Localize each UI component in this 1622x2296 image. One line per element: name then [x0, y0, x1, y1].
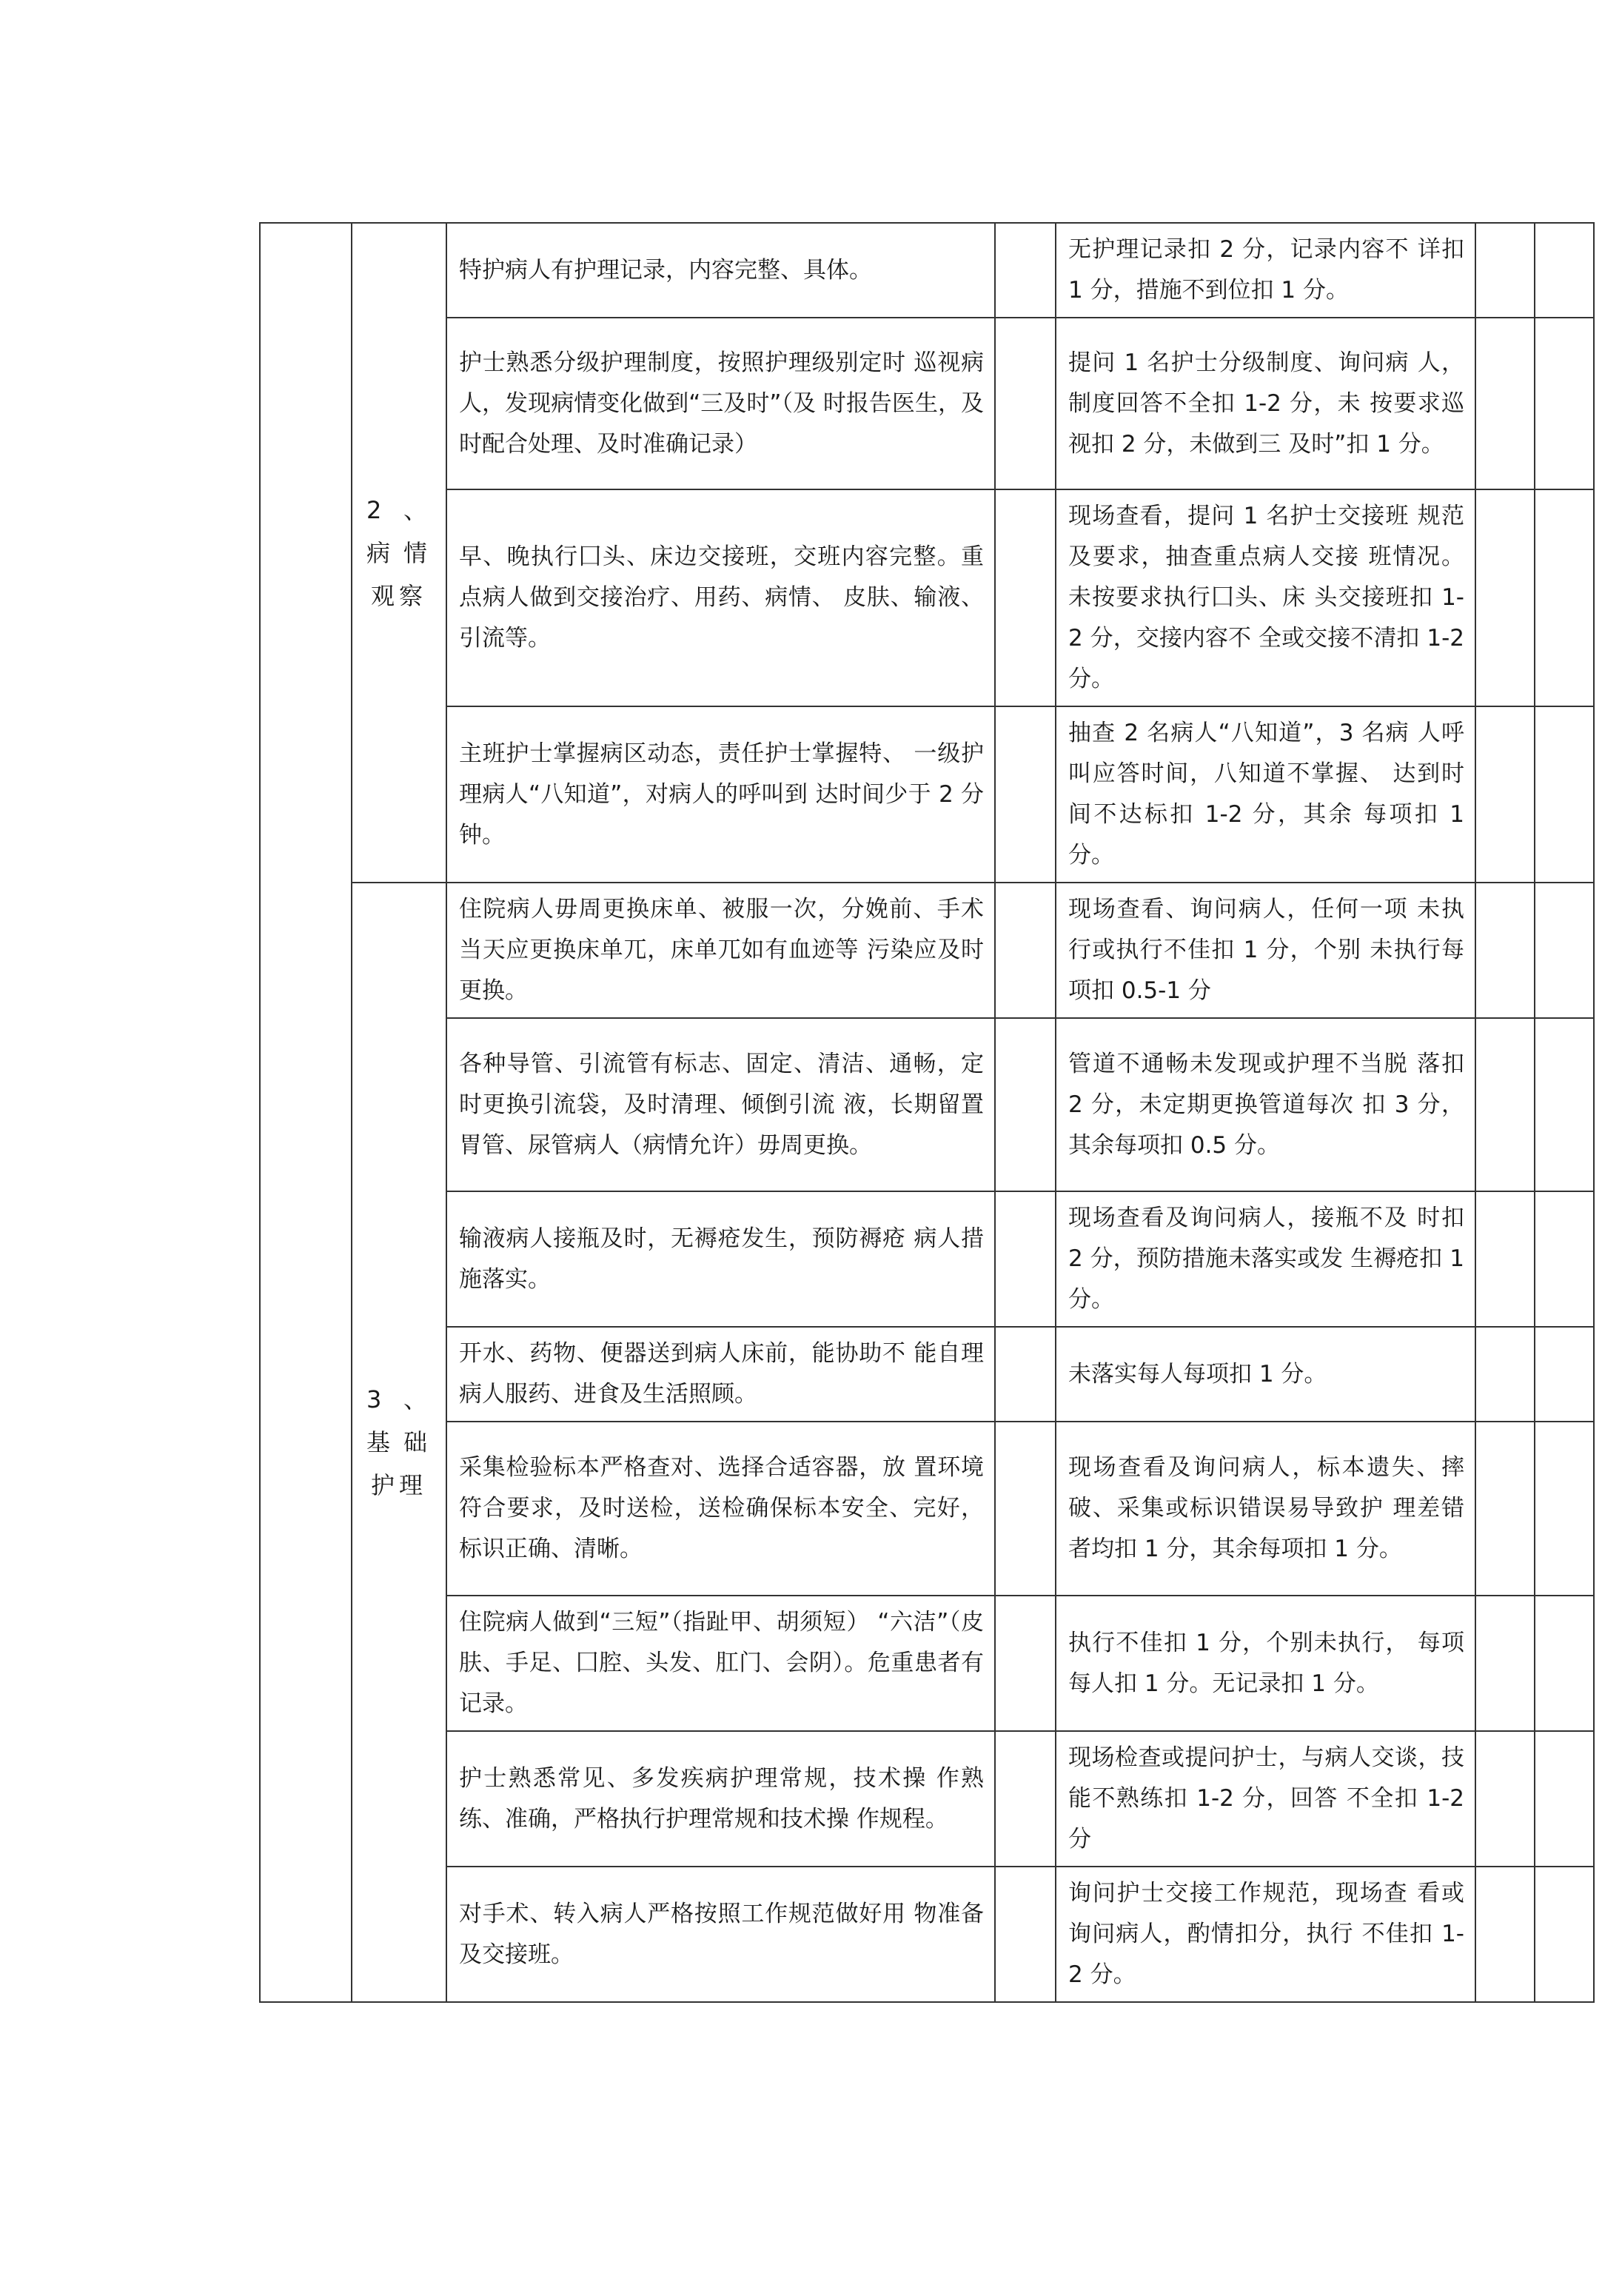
result-cell: [1535, 1191, 1594, 1327]
table-row: [260, 1596, 1594, 1731]
table-row: [260, 1191, 1594, 1327]
criteria-cell: 询问护士交接工作规范，现场查 看或询问病人，酌情扣分，执行 不佳扣 1-2 分。: [1056, 1867, 1475, 2002]
result-cell: [1535, 1867, 1594, 2002]
table-row: [260, 1327, 1594, 1422]
standard-cell: 对手术、转入病人严格按照工作规范做好用 物准备及交接班。: [446, 1867, 995, 2002]
criteria-cell: 管道不通畅未发现或护理不当脱 落扣 2 分，未定期更换管道每次 扣 3 分，其余每项扣 0.5 分。: [1056, 1018, 1475, 1191]
table-row: [260, 1731, 1594, 1867]
inspection-table: [259, 222, 1595, 2003]
result-cell: [1535, 223, 1594, 318]
result-cell: [1535, 1327, 1594, 1422]
standard-cell: 护士熟悉分级护理制度，按照护理级别定时 巡视病人，发现病情变化做到“三及时”（及 时报告医生，及时配合处理、及时准确记录）: [446, 318, 995, 489]
score-cell: [995, 1191, 1056, 1327]
criteria-cell: 抽查 2 名病人“八知道”，3 名病 人呼叫应答时间，八知道不掌握、 达到时间不达标扣 1-2 分，其余 每项扣 1 分。: [1056, 706, 1475, 883]
standard-cell: 输液病人接瓶及时，无褥疮发生，预防褥疮 病人措施落实。: [446, 1191, 995, 1327]
deduction-cell: [1475, 223, 1535, 318]
criteria-cell: 现场检查或提问护士，与病人交谈，技能不熟练扣 1-2 分，回答 不全扣 1-2 分: [1056, 1731, 1475, 1867]
deduction-cell: [1475, 1731, 1535, 1867]
deduction-cell: [1475, 489, 1535, 706]
standard-cell: 采集检验标本严格查对、选择合适容器，放 置环境符合要求，及时送检，送检确保标本安全、完好，标识正确、清晰。: [446, 1422, 995, 1596]
criteria-cell: 现场查看及询问病人，接瓶不及 时扣 2 分，预防措施未落实或发 生褥疮扣 1 分。: [1056, 1191, 1475, 1327]
outer-category-cell: [260, 223, 352, 2002]
criteria-cell: 现场查看，提问 1 名护士交接班 规范及要求，抽查重点病人交接 班情况。未按要求执行囗头、床 头交接班扣 1-2 分，交接内容不 全或交接不清扣 1-2 分。: [1056, 489, 1475, 706]
score-cell: [995, 1327, 1056, 1422]
table-row: [260, 489, 1594, 706]
standard-cell: 主班护士掌握病区动态，责任护士掌握特、 一级护理病人“八知道”，对病人的呼叫到 达时间少于 2 分钟。: [446, 706, 995, 883]
deduction-cell: [1475, 318, 1535, 489]
table-row: [260, 318, 1594, 489]
criteria-cell: 执行不佳扣 1 分，个别未执行， 每项每人扣 1 分。无记录扣 1 分。: [1056, 1596, 1475, 1731]
score-cell: [995, 489, 1056, 706]
score-cell: [995, 1422, 1056, 1596]
result-cell: [1535, 883, 1594, 1018]
score-cell: [995, 883, 1056, 1018]
deduction-cell: [1475, 1327, 1535, 1422]
category-cell: 3、基础护理: [352, 883, 446, 2002]
table-row: [260, 1867, 1594, 2002]
criteria-cell: 未落实每人每项扣 1 分。: [1056, 1327, 1475, 1422]
table-row: [260, 883, 1594, 1018]
result-cell: [1535, 489, 1594, 706]
standard-cell: 各种导管、引流管有标志、固定、清洁、通畅，定时更换引流袋，及时清理、倾倒引流 液，长期留置胃管、尿管病人（病情允许）毋周更换。: [446, 1018, 995, 1191]
deduction-cell: [1475, 1867, 1535, 2002]
result-cell: [1535, 1422, 1594, 1596]
table-row: [260, 223, 1594, 318]
deduction-cell: [1475, 1422, 1535, 1596]
table-row: [260, 1422, 1594, 1596]
category-cell: 2、病情观察: [352, 223, 446, 883]
standard-cell: 住院病人做到“三短”（指趾甲、胡须短） “六洁”（皮肤、手足、囗腔、头发、肛门、会阴）。危重患者有记录。: [446, 1596, 995, 1731]
deduction-cell: [1475, 1018, 1535, 1191]
result-cell: [1535, 1596, 1594, 1731]
standard-cell: 护士熟悉常见、多发疾病护理常规，技术操 作熟练、准确，严格执行护理常规和技术操 作规程。: [446, 1731, 995, 1867]
score-cell: [995, 1867, 1056, 2002]
result-cell: [1535, 1731, 1594, 1867]
criteria-cell: 无护理记录扣 2 分，记录内容不 详扣 1 分，措施不到位扣 1 分。: [1056, 223, 1475, 318]
result-cell: [1535, 706, 1594, 883]
criteria-cell: 现场查看及询问病人，标本遗失、摔破、采集或标识错误易导致护 理差错者均扣 1 分，其余每项扣 1 分。: [1056, 1422, 1475, 1596]
result-cell: [1535, 1018, 1594, 1191]
score-cell: [995, 1018, 1056, 1191]
standard-cell: 住院病人毋周更换床单、被服一次，分娩前、手术当天应更换床单兀，床单兀如有血迹等 污染应及时更换。: [446, 883, 995, 1018]
deduction-cell: [1475, 1191, 1535, 1327]
deduction-cell: [1475, 1596, 1535, 1731]
standard-cell: 开水、药物、便器送到病人床前，能协助不 能自理病人服药、进食及生活照顾。: [446, 1327, 995, 1422]
standard-cell: 特护病人有护理记录，内容完整、具体。: [446, 223, 995, 318]
score-cell: [995, 223, 1056, 318]
deduction-cell: [1475, 706, 1535, 883]
criteria-cell: 提问 1 名护士分级制度、询问病 人，制度回答不全扣 1-2 分，未 按要求巡视扣 2 分，未做到三 及时”扣 1 分。: [1056, 318, 1475, 489]
table-row: [260, 1018, 1594, 1191]
criteria-cell: 现场查看、询问病人，任何一项 未执行或执行不佳扣 1 分，个别 未执行每项扣 0.5-1 分: [1056, 883, 1475, 1018]
deduction-cell: [1475, 883, 1535, 1018]
score-cell: [995, 1731, 1056, 1867]
standard-cell: 早、晚执行囗头、床边交接班，交班内容完整。重点病人做到交接治疗、用药、病情、 皮肤、输液、引流等。: [446, 489, 995, 706]
result-cell: [1535, 318, 1594, 489]
score-cell: [995, 1596, 1056, 1731]
score-cell: [995, 318, 1056, 489]
score-cell: [995, 706, 1056, 883]
table-row: [260, 706, 1594, 883]
